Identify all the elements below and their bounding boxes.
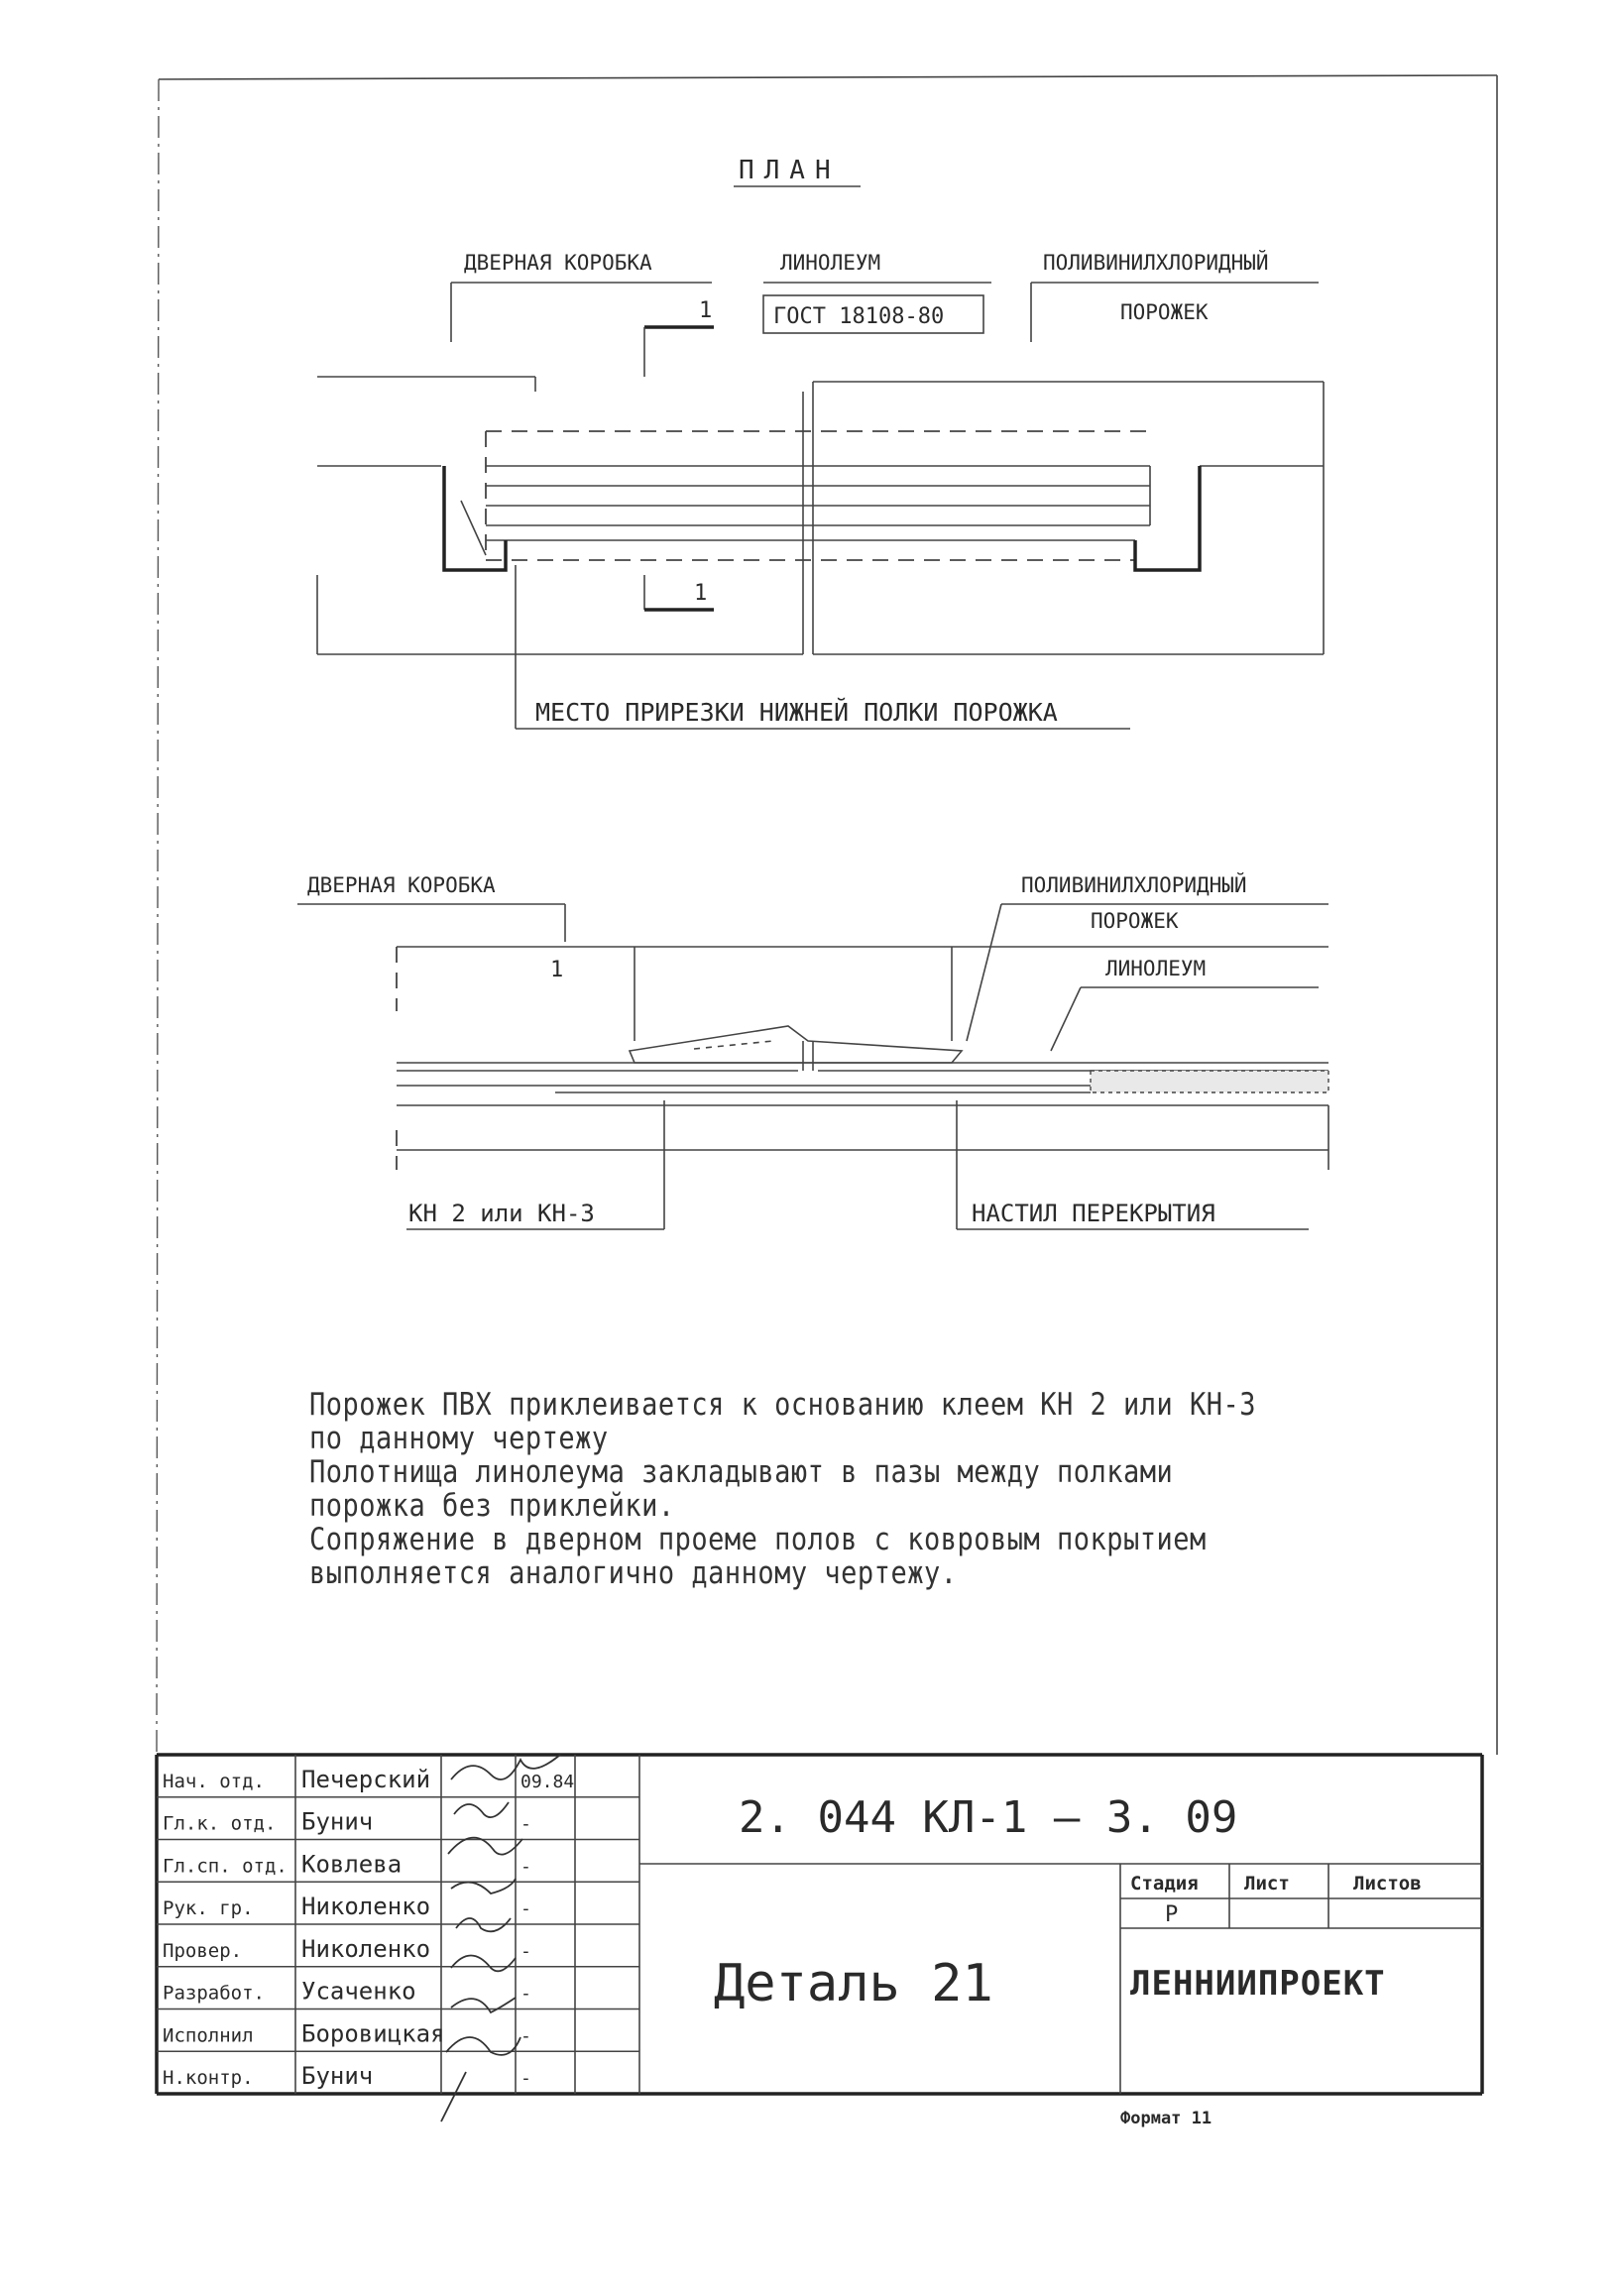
title-block-role: Н.контр. — [163, 2067, 254, 2089]
title-block-date: - — [520, 1940, 531, 1962]
title-block-date: - — [520, 1813, 531, 1835]
title-block-role: Провер. — [163, 1939, 243, 1962]
note-line: Полотнища линолеума закладывают в пазы между полками — [309, 1454, 1174, 1490]
title-block-date: - — [520, 1898, 531, 1919]
plan-label-linoleum: ЛИНОЛЕУМ — [780, 251, 881, 275]
title-block-date: - — [520, 2025, 531, 2047]
section-label-floor: НАСТИЛ ПЕРЕКРЫТИЯ — [972, 1200, 1215, 1227]
format-label: Формат 11 — [1120, 2109, 1212, 2128]
title-block-name: Николенко — [301, 1893, 431, 1920]
plan-label-threshold-1: ПОЛИВИНИЛХЛОРИДНЫЙ — [1043, 251, 1269, 275]
detail-name: Деталь 21 — [714, 1954, 993, 2013]
section-label-glue: КН 2 или КН-3 — [408, 1200, 595, 1227]
title-block-name: Бунич — [301, 2062, 374, 2090]
plan-section-mark-top: 1 — [699, 298, 713, 323]
title-block-role: Гл.к. отд. — [163, 1812, 277, 1835]
plan-title: ПЛАН — [739, 156, 841, 185]
section-mark: 1 — [550, 958, 564, 982]
stage-header: Стадия — [1130, 1873, 1199, 1894]
title-block-name: Печерский — [301, 1765, 431, 1793]
title-block-role: Исполнил — [163, 2024, 254, 2047]
note-line: порожка без приклейки. — [309, 1488, 675, 1524]
section-label-linoleum: ЛИНОЛЕУМ — [1105, 957, 1207, 980]
note-line: по данному чертежу — [309, 1421, 609, 1456]
section-label-door-frame: ДВЕРНАЯ КОРОБКА — [307, 873, 496, 897]
title-block-name: Боровицкая — [301, 2019, 445, 2048]
title-block-name: Усаченко — [301, 1977, 416, 2006]
plan-label-cut-place: МЕСТО ПРИРЕЗКИ НИЖНЕЙ ПОЛКИ ПОРОЖКА — [535, 698, 1058, 727]
section-view — [297, 872, 1328, 1229]
title-block-name: Николенко — [301, 1934, 431, 1963]
plan-view — [317, 156, 1324, 729]
title-block-date: - — [520, 1856, 531, 1878]
title-block-role: Рук. гр. — [163, 1897, 254, 1919]
plan-label-door-frame: ДВЕРНАЯ КОРОБКА — [464, 251, 652, 275]
title-block-date: - — [520, 1983, 531, 2005]
notes-block — [309, 1386, 1360, 1591]
section-label-threshold-2: ПОРОЖЕК — [1091, 909, 1179, 933]
title-block-name: Ковлева — [301, 1850, 403, 1879]
section-label-threshold-1: ПОЛИВИНИЛХЛОРИДНЫЙ — [1021, 873, 1247, 897]
title-block — [157, 1755, 1482, 2128]
title-block-role: Гл.сп. отд. — [163, 1855, 288, 1878]
sheets-header: Листов — [1353, 1873, 1422, 1894]
title-block-role: Разработ. — [163, 1982, 265, 2005]
plan-section-mark-bottom: 1 — [694, 581, 708, 606]
stage-value: Р — [1165, 1902, 1179, 1927]
plan-label-gost: ГОСТ 18108-80 — [773, 304, 945, 329]
title-block-date: - — [520, 2068, 531, 2089]
plan-label-threshold-2: ПОРОЖЕК — [1120, 300, 1209, 324]
title-block-date: 09.84 — [520, 1771, 575, 1792]
signatures — [441, 1755, 560, 2122]
sheet-header: Лист — [1244, 1873, 1290, 1894]
note-line: выполняется аналогично данному чертежу. — [309, 1555, 958, 1591]
organization: ЛЕННИИПРОЕКТ — [1130, 1964, 1386, 2004]
doc-code: 2. 044 КЛ-1 — 3. 09 — [739, 1792, 1238, 1843]
title-block-name: Бунич — [301, 1807, 374, 1836]
note-line: Порожек ПВХ приклеивается к основанию клеем КН 2 или КН-3 — [309, 1387, 1257, 1423]
title-block-role: Нач. отд. — [163, 1770, 265, 1792]
note-line: Сопряжение в дверном проеме полов с ковровым покрытием — [309, 1522, 1207, 1557]
